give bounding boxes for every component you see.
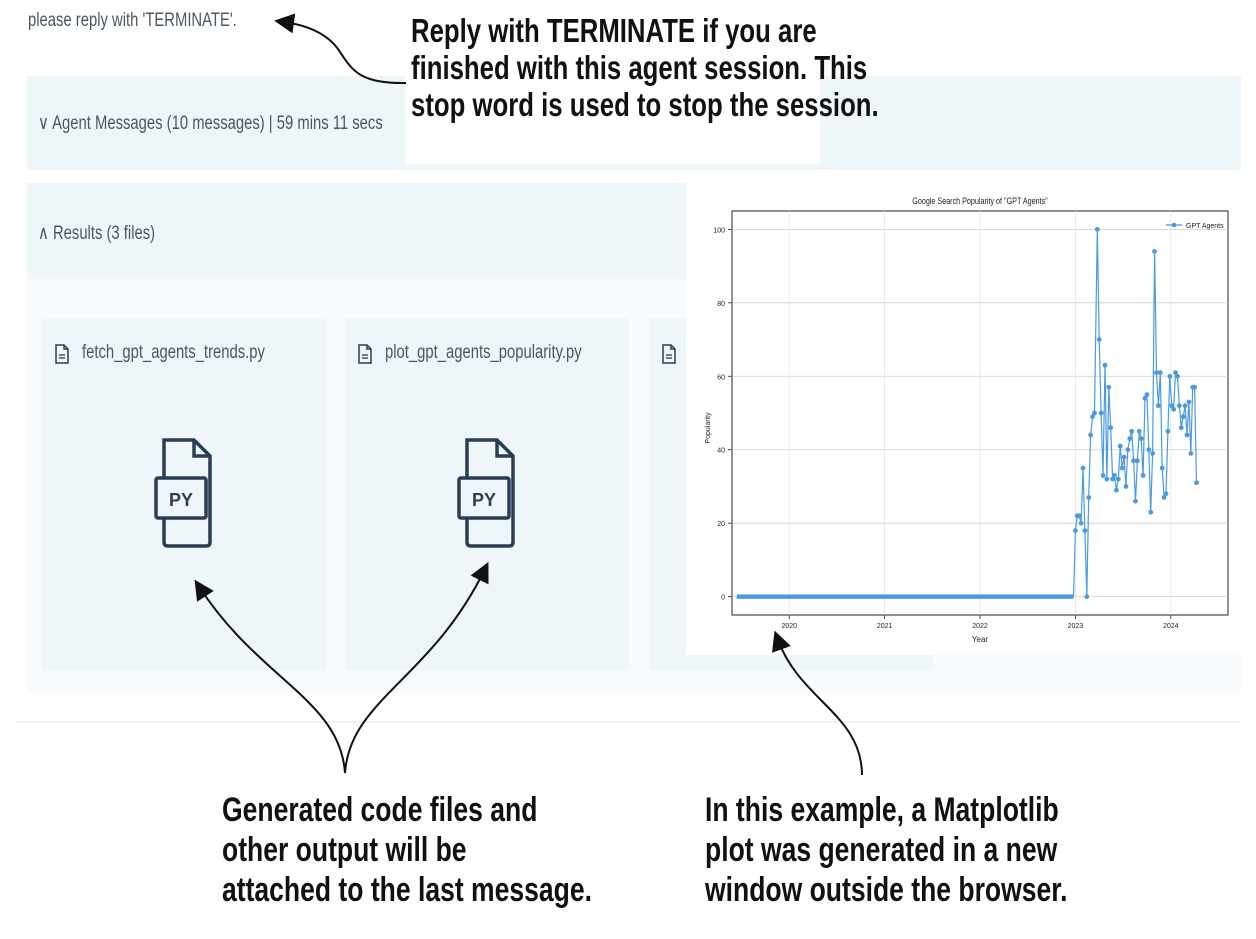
x-axis-label: Year: [971, 635, 989, 644]
file-badge: PY: [471, 490, 497, 510]
y-tick-label: 100: [713, 227, 725, 235]
y-tick-label: 20: [717, 521, 725, 529]
annotation-matplotlib: In this example, a Matplotlib plot was generated in a new window outside the browser.: [705, 791, 1068, 909]
annotation-terminate: Reply with TERMINATE if you are finished with this agent session. This stop word is used to stop the session.: [405, 12, 820, 164]
y-tick-label: 0: [721, 594, 725, 602]
y-tick-label: 60: [717, 374, 725, 382]
x-tick-label: 2023: [1067, 623, 1084, 630]
file-name[interactable]: fetch_gpt_agents_trends.py: [82, 342, 265, 363]
annotation-generated: Generated code files and other output will be attached to the last message.: [222, 791, 592, 909]
y-axis-label: Popularity: [705, 412, 712, 444]
message-text: please reply with 'TERMINATE'.: [28, 10, 237, 31]
agent-messages-toggle[interactable]: ∨ Agent Messages (10 messages) | 59 mins 11 secs: [38, 113, 383, 134]
legend-label: GPT Agents: [1186, 223, 1224, 230]
chart-title: Google Search Popularity of "GPT Agents": [912, 196, 1048, 207]
x-tick-label: 2024: [1162, 623, 1179, 630]
file-badge: PY: [168, 490, 194, 510]
arrow-file-2: [345, 571, 484, 773]
x-tick-label: 2020: [781, 623, 798, 630]
x-tick-label: 2022: [972, 623, 988, 630]
x-tick-label: 2021: [876, 623, 893, 630]
arrow-plot: [778, 640, 862, 775]
y-tick-label: 40: [717, 447, 725, 455]
y-tick-label: 80: [717, 300, 725, 308]
arrow-terminate: [284, 22, 406, 83]
file-name[interactable]: plot_gpt_agents_popularity.py: [385, 342, 582, 363]
arrow-file-1: [200, 588, 345, 773]
results-toggle[interactable]: ∧ Results (3 files): [38, 223, 156, 244]
